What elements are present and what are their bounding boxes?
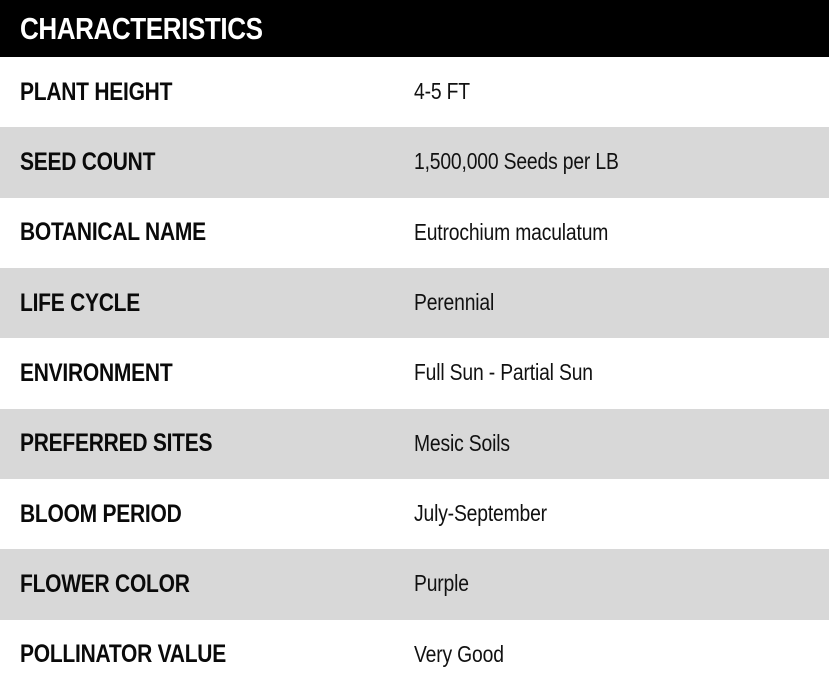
row-label-cell [0,358,414,387]
row-value-cell [414,429,829,456]
row-label-cell [0,642,414,667]
table-row-plant-height [0,57,829,127]
row-label: PLANT HEIGHT [20,77,173,106]
row-label: LIFE CYCLE [20,288,140,317]
row-value-cell [414,218,829,245]
row-value: Purple [414,570,469,597]
row-value: Very Good [414,640,504,667]
table-row-flower-color [0,549,829,619]
characteristics-title: CHARACTERISTICS [20,11,263,46]
row-value: 4-5 FT [414,78,470,105]
table-row-botanical-name [0,198,829,268]
row-value: Full Sun - Partial Sun [414,359,593,386]
table-row-bloom-period [0,479,829,549]
row-label: ENVIRONMENT [20,358,173,387]
row-value-cell [414,640,829,667]
row-value: Mesic Soils [414,429,510,456]
row-value-cell [414,291,829,315]
row-label: BOTANICAL NAME [20,218,206,247]
row-label-cell [0,77,414,106]
row-label: FLOWER COLOR [20,569,190,598]
row-label: POLLINATOR VALUE [20,640,226,669]
characteristics-header [0,0,829,57]
row-value: July-September [414,500,547,527]
row-value-cell [414,361,829,385]
row-label: BLOOM PERIOD [20,499,182,528]
row-value-cell [414,502,829,526]
row-label-cell [0,431,414,456]
row-label-cell [0,220,414,245]
row-value: Eutrochium maculatum [414,218,609,245]
row-value-cell [414,150,829,174]
row-label-cell [0,569,414,598]
row-label-cell [0,499,414,528]
row-label: SEED COUNT [20,147,156,176]
row-label-cell [0,288,414,317]
row-value: 1,500,000 Seeds per LB [414,148,619,175]
table-row-life-cycle [0,268,829,338]
table-row-environment [0,338,829,408]
row-value-cell [414,572,829,596]
row-label-cell [0,147,414,176]
table-row-pollinator-value [0,620,829,690]
row-value: Perennial [414,289,495,316]
row-value-cell [414,80,829,104]
row-label: PREFERRED SITES [20,429,213,458]
table-row-seed-count [0,127,829,197]
table-row-preferred-sites [0,409,829,479]
